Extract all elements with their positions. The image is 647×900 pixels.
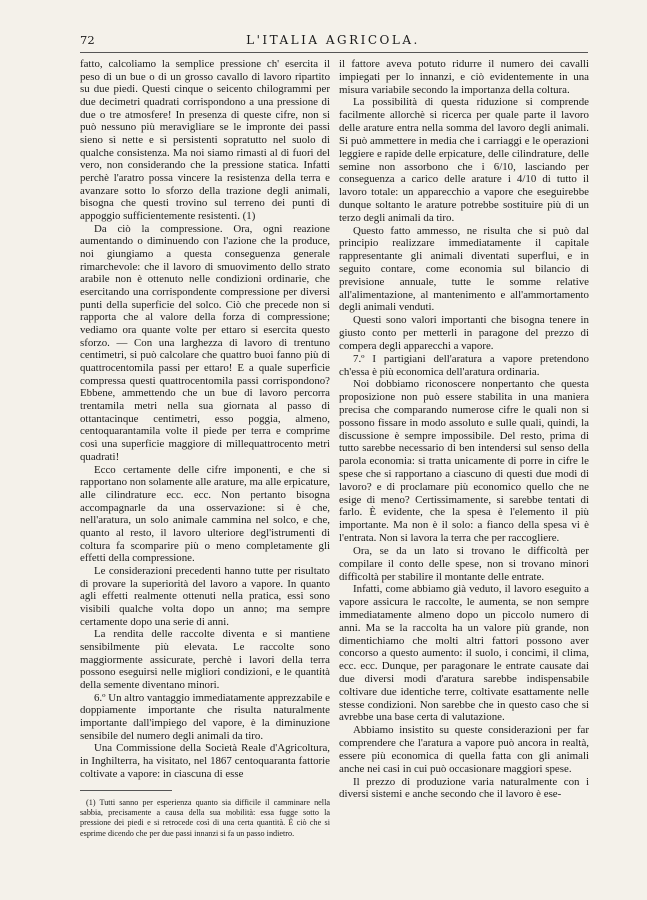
paragraph: Infatti, come abbiamo già veduto, il lavoro eseguito a vapore assicura le raccolte, le aumenta, se non sempre immediatamente almeno dopo un piccolo numero di anni. Ma se la raccolta ha un valore più grande, non dimentichiamo che molti altri fattori possono aver concorso a questo aumento: il suolo, i concimi, il clima, ecc. ecc. Dunque, per paragonare le entrate causate dai due diversi modi d'aratura sarebbe indispensabile coltivare due identiche terre, coltivate esattamente nelle stesse condizioni. Non sarebbe che in questo caso che si avrebbe una base certa di valutazione. (339, 583, 589, 724)
paragraph: il fattore aveva potuto ridurre il numero dei cavalli impiegati per lo innanzi, e ciò evidentemente in una misura variabile secondo la importanza della coltura. (339, 58, 589, 96)
paragraph: fatto, calcoliamo la semplice pressione ch' esercita il peso di un bue o di un grosso cavallo di lavoro ripartito su due piedi. Questi cinque o seicento chilogrammi per due decimetri quadrati corrispondono a una pressione di due o tre atmosfere! In presenza di queste cifre, non si può nessuno più meravigliare se le impronte dei passi sieno sì nette e sì persistenti sopratutto nel suolo di qualche consistenza. Ma noi siamo rimasti al di fuori del vero, non considerando che la pressione statica. Infatti perchè l'aratro possa vincere la resistenza della terra e avanzare sotto lo sforzo della trazione degli animali, bisogna che questi trovino sul terreno dei punti di appoggio sufficientemente resistenti. (1) (80, 58, 330, 223)
page-number: 72 (80, 33, 95, 47)
paragraph: Le considerazioni precedenti hanno tutte per risultato di provare la superiorità del lavoro a vapore. In quanto agli effetti realmente ottenuti nella pratica, essi sono visibili qualche volta dopo un anno; ma sempre certamente dopo una serie di anni. (80, 564, 330, 628)
paragraph: Questi sono valori importanti che bisogna tenere in giusto conto per metterli in paragone del prezzo di compera degli apparecchi a vapore. (339, 314, 589, 352)
right-column (339, 58, 589, 876)
paragraph: 6.º Un altro vantaggio immediatamente apprezzabile e doppiamente importante che risulta naturalmente importante dall'impiego del vapore, è la diminuzione sensibile del numero degli animali da tiro. (80, 691, 330, 742)
paragraph: Ora, se da un lato si trovano le difficoltà per compilare il conto delle spese, non si trovano minori difficoltà per stabilire il montante delle entrate. (339, 544, 589, 583)
paragraph: 7.º I partigiani dell'aratura a vapore pretendono ch'essa è più economica dell'aratura ordinaria. (339, 352, 589, 378)
left-column (80, 58, 330, 781)
running-title: L'ITALIA AGRICOLA. (246, 33, 420, 47)
paragraph: Da ciò la compressione. Ora, ogni reazione aumentando o diminuendo con l'azione che la produce, noi giungiamo a questa conseguenza generale rimarchevole: che il lavoro di smuovimento dello strato arabile non è ottenuto nelle condizioni ordinarie, che esercitando una corrispondente compressione per diversi punti della superficie del solco. Ciò che precede non si rapporta che al valore della forza di compressione; vediamo ora quante volte per ettaro si esercita questo sforzo. — Con una larghezza di lavoro di trentuno centimetri, si può calcolare che quattro buoi fanno più di quattrocentomila passi per ettaro! E a quale superficie compressa questi quattrocentomila passi corrispondono? Ebbene, ammettendo che un bue di lavoro percorra trentamila metri nella sua giornata al passo di ottantacinque centimetri, esso poggia, almeno, centoquarantamila volte il piede per terra e comprime così una superficie maggiore di millequattrocento metri quadrati! (80, 222, 330, 463)
paragraph: Una Commissione della Società Reale d'Agricoltura, in Inghilterra, ha visitato, nel 1867 centoquaranta fattorie coltivate a vapore: in ciascuna di esse (80, 742, 330, 780)
header-rule (80, 52, 588, 53)
footnote (80, 798, 330, 839)
paragraph: Ecco certamente delle cifre imponenti, e che si rapportano non solamente alle arature, ma alle erpicature, alle cilindrature ecc. ecc. Non pertanto bisogna accompagnarle da una osservazione: si è che, nell'aratura, un solo animale cammina nel solco, e che, quanto al resto, il lavoro ulteriore degl'istrumenti di coltura fa scomparire più o meno completamente gli effetti della compressione. (80, 463, 330, 565)
paragraph: La rendita delle raccolte diventa e si mantiene sensibilmente più elevata. Le raccolte sono maggiormente assicurate, perchè i lavori della terra possono eseguirsi nelle migliori condizioni, e le quantità della semente diventano minori. (80, 628, 330, 691)
paragraph: Abbiamo insistito su queste considerazioni per far comprendere che l'aratura a vapore può ancora in realtà, essere più economica di quella fatta con gli animali anche nei casi in cui può occasionare maggiori spese. (339, 724, 589, 775)
paragraph: Noi dobbiamo riconoscere nonpertanto che questa proposizione non può essere stabilita in una maniera precisa che comparando numerose cifre le quali non si possono fissare in modo assoluto e sulle quali, quindi, la discussione è sempre impossibile. Del resto, prima di tutto sarebbe necessario di ben intendersi sul senso della parola economia: si tratta unicamente di porre in cifre le spese che si rapportano a ciascuno di questi due modi di lavoro? e di proclamare più economico quello che ne esige di meno? Certissimamente, si sarebbe tentati di farlo. È evidente, che la spesa è l'elemento il più importante. Ma non è il solo: a fianco della spesa vi è l'entrata. Non si lavora la terra che per raccogliere. (339, 378, 589, 545)
paragraph: Il prezzo di produzione varia naturalmente con i diversi sistemi e anche secondo che il lavoro è ese- (339, 775, 589, 801)
paragraph: Questo fatto ammesso, ne risulta che si può dal principio realizzare immediatamente il capitale rappresentante gli animali diventati superflui, e in seguito contare, come economia sul bilancio di previsione annuale, tutte le somme relative all'alimentazione, al mantenimento e all'ammortamento degli animali venduti. (339, 224, 589, 314)
page-header (80, 33, 586, 53)
paragraph: La possibilità di questa riduzione si comprende facilmente allorchè si ricerca per quale parte il lavoro delle arature entra nella somma del lavoro degli animali. Si può ammettere in media che i carriaggi e le operazioni leggiere e rapide delle erpicature, delle cilindrature, delle semine non assorbono che i 6/10, lasciando per conseguenza a carico delle arature i 4/10 di tutto il lavoro totale: un apparecchio a vapore che eseguirebbe dunque soltanto le arature potrebbe sostituire più di un terzo degli animali da tiro. (339, 96, 589, 224)
footnote-text: (1) Tutti sanno per esperienza quanto sia difficile il camminare nella sabbia, precisamente a causa della sua mobilità: essa fugge sotto la pressione dei piedi e si retrocede così di una certa quantità. È ciò che si esprime dicendo che per due passi innanzi si fa un passo indietro. (80, 798, 330, 838)
footnote-rule (80, 790, 172, 791)
